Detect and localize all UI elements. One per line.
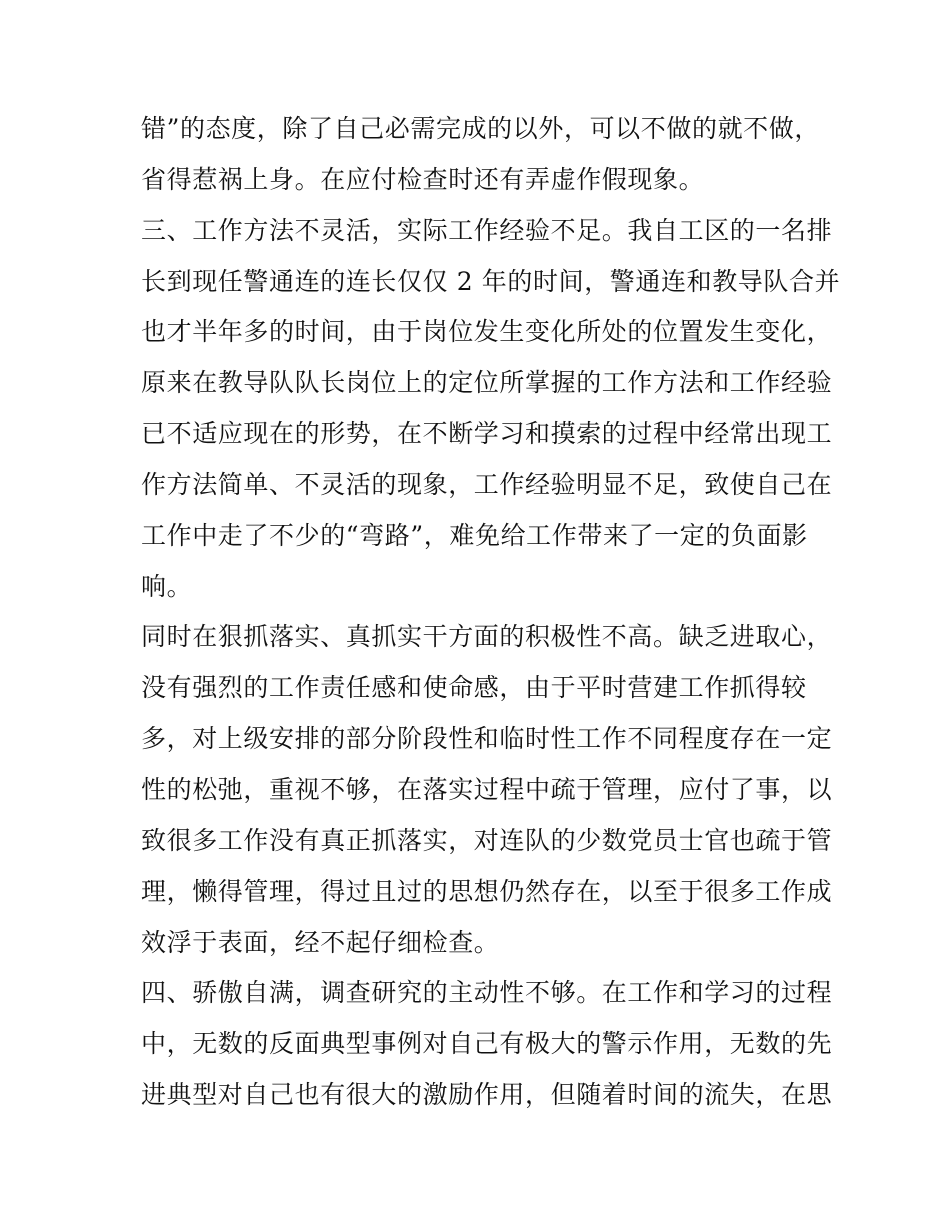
text-line: 多，对上级安排的部分阶段性和临时性工作不同程度存在一定 bbox=[141, 724, 833, 754]
text-line: 长到现任警通连的连长仅仅 2 年的时间，警通连和教导队合并 bbox=[141, 266, 841, 296]
text-line: 进典型对自己也有很大的激励作用，但随着时间的流失，在思 bbox=[141, 1080, 833, 1110]
text-line: 省得惹祸上身。在应付检查时还有弄虚作假现象。 bbox=[141, 164, 705, 194]
text-line: 工作中走了不少的“弯路”，难免给工作带来了一定的负面影 bbox=[141, 520, 808, 550]
text-line: 原来在教导队队长岗位上的定位所掌握的工作方法和工作经验 bbox=[141, 368, 833, 398]
text-line: 四、骄傲自满，调查研究的主动性不够。在工作和学习的过程 bbox=[141, 978, 833, 1008]
body-text bbox=[141, 104, 841, 1121]
text-line: 没有强烈的工作责任感和使命感，由于平时营建工作抓得较 bbox=[141, 673, 807, 703]
text-line: 理，懒得管理，得过且过的思想仍然存在，以至于很多工作成 bbox=[141, 876, 833, 906]
text-line: 同时在狠抓落实、真抓实干方面的积极性不高。缺乏进取心， bbox=[141, 622, 833, 652]
text-line: 也才半年多的时间，由于岗位发生变化所处的位置发生变化， bbox=[141, 317, 833, 347]
text-line: 已不适应现在的形势，在不断学习和摸索的过程中经常出现工 bbox=[141, 419, 833, 449]
text-line: 作方法简单、不灵活的现象，工作经验明显不足，致使自己在 bbox=[141, 469, 833, 499]
text-line: 错”的态度，除了自己必需完成的以外，可以不做的就不做， bbox=[141, 114, 820, 143]
text-line: 三、工作方法不灵活，实际工作经验不足。我自工区的一名排 bbox=[141, 215, 833, 245]
text-line: 效浮于表面，经不起仔细检查。 bbox=[141, 927, 500, 957]
text-line: 性的松弛，重视不够，在落实过程中疏于管理，应付了事，以 bbox=[141, 774, 833, 804]
text-line: 响。 bbox=[141, 571, 193, 601]
text-line: 致很多工作没有真正抓落实，对连队的少数党员士官也疏于管 bbox=[141, 825, 833, 855]
text-line: 中，无数的反面典型事例对自己有极大的警示作用，无数的先 bbox=[141, 1029, 833, 1059]
